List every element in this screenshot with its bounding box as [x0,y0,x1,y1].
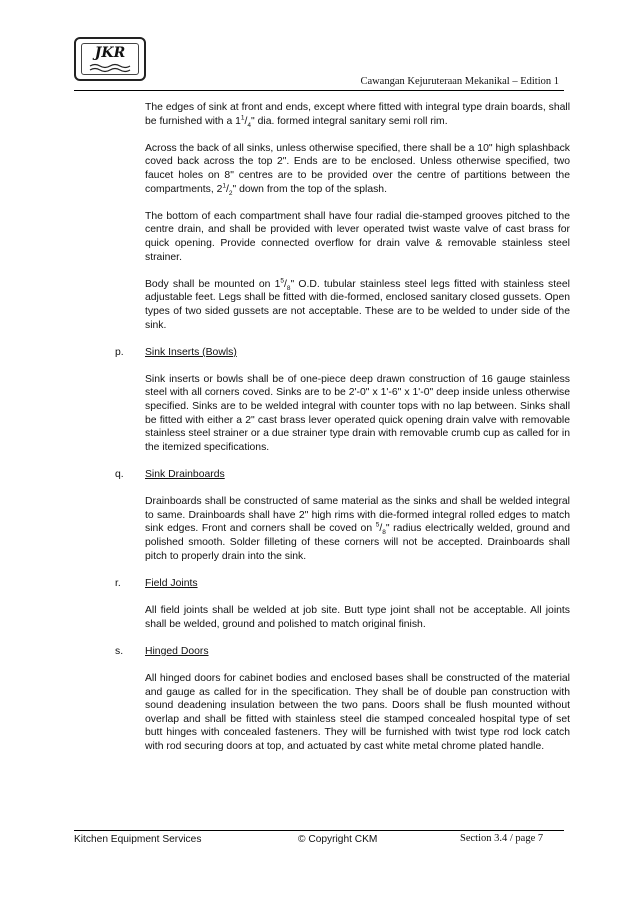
section-letter: p. [115,346,124,358]
header-divider [74,90,564,91]
logo-text: JKR [94,45,126,61]
paragraph-body-mounting: Body shall be mounted on $1^5/_8$" O.D. tubular stainless steel legs fitted with stainless steel adjustable feet. Legs shall be fitted with die-formed, enclosed sanitary closed gussets. Open types of two sided gussets are not acceptable. These are to be welded to under side of the sink. [145,277,570,331]
paragraph-compartment-bottom: The bottom of each compartment shall have four radial die-stamped grooves pitched to the centre drain, and shall be provided with lever operated twist waste valve of cast brass for quick opening. Provide connected overflow for drain valve & removable stainless steel strainer. [145,210,570,263]
section-letter: q. [115,469,124,481]
section-title: Field Joints [145,577,198,589]
logo-wave-icon [88,62,132,74]
document-body [115,101,570,767]
footer-divider [74,830,564,831]
footer-page-number: Section 3.4 / page 7 [460,833,544,844]
section-heading-s [115,645,570,659]
paragraph-splashback: Across the back of all sinks, unless otherwise specified, there shall be a 10" high splashback coved back across the top 2". Ends are to be enclosed. Unless otherwise specified, two faucet holes on 8" centres are to be provided over the centre of partitions between the compartments, $2^1/_2$" down from the top of the splash. [145,142,570,197]
section-heading-p [115,346,570,360]
paragraph-hinged-doors: All hinged doors for cabinet bodies and enclosed bases shall be constructed of the material and gauge as called for in the specification. They shall be of double pan construction with sound deadening insulation between the two pans. Doors shall be flush mounted without overlap and shall be fitted with stainless steel die stamped concealed hospital type of set butt hinges with concealed fasteners. They will be furnished with twist type rod lock catch with rod securing doors at top, and actuated by cast white metal chrome plated handle. [145,672,570,752]
section-heading-r [115,577,570,591]
section-letter: r. [115,577,121,589]
paragraph-sink-drainboards: Drainboards shall be constructed of same material as the sinks and shall be welded integral to same. Drainboards shall have 2" high rims with die-formed integral rolled edges to match sink edges. Front and corners shall be coved on $^5/_8$" radius electrically welded, ground and polished smooth. Solder filleting of these corners will not be accepted. Drainboards shall pitch to properly drain into the sink. [145,496,570,562]
section-title: Hinged Doors [145,645,209,657]
section-title: Sink Inserts (Bowls) [145,346,237,358]
paragraph-sink-edges: The edges of sink at front and ends, except where fitted with integral type drain boards, shall be furnished with a $1^1/_4$" dia. formed integral sanitary semi roll rim. [145,102,570,129]
jkr-logo [74,37,146,81]
section-letter: s. [115,645,124,657]
paragraph-field-joints: All field joints shall be welded at job site. Butt type joint shall not be acceptable. All joints shall be welded, ground and polished to match original finish. [145,604,570,630]
logo-frame [81,43,139,75]
paragraph-sink-inserts: Sink inserts or bowls shall be of one-piece deep drawn construction of 16 gauge stainless steel with all corners coved. Sinks are to be 2'-0" x 1'-6" x 1'-0" deep inside unless otherwise specified. Sinks are to be welded integral with counter tops with no lap between. Sinks shall be fitted with either a 2" cast brass lever operated quick opening drain valve with removable stainless steel strainer or a due strainer type drain with removable crumb cup as called for in the itemized specifications. [145,373,570,453]
footer-document-title: Kitchen Equipment Services [74,834,202,845]
section-heading-q [115,468,570,482]
section-title: Sink Drainboards [145,469,225,481]
header-title: Cawangan Kejuruteraan Mekanikal – Edition 1 [360,76,559,87]
footer-copyright: © Copyright CKM [298,834,378,845]
